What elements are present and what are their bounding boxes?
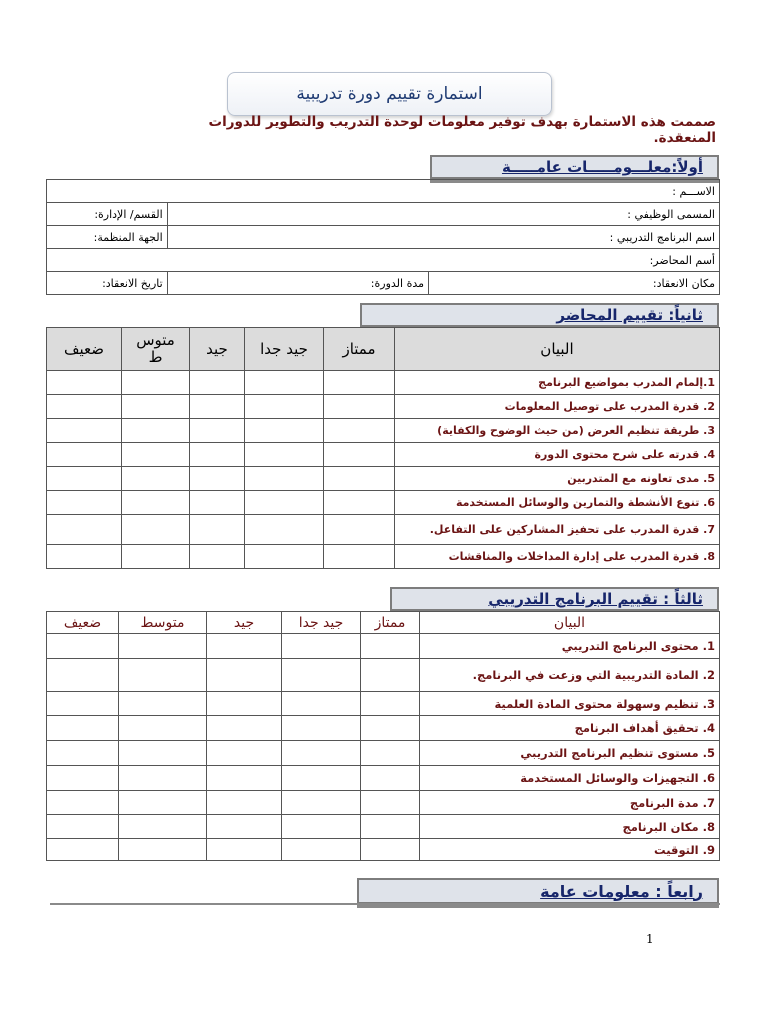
- rating-cell[interactable]: [207, 659, 282, 692]
- table-row: [47, 791, 720, 815]
- rating-cell[interactable]: [190, 515, 245, 545]
- rating-cell[interactable]: [122, 443, 190, 467]
- rating-cell[interactable]: [245, 371, 324, 395]
- rating-cell[interactable]: [324, 545, 395, 569]
- table-row: [47, 226, 720, 249]
- section-lecturer-eval-heading: ثانياً: تقييم المحاضر: [360, 303, 719, 327]
- table-header-row: [47, 612, 720, 634]
- rating-cell[interactable]: [361, 766, 420, 791]
- table-row: [47, 491, 720, 515]
- rating-cell[interactable]: [190, 443, 245, 467]
- rating-cell[interactable]: [361, 791, 420, 815]
- table-header-row: [47, 328, 720, 371]
- header-average: متوس ط: [122, 328, 190, 371]
- header-statement: البيان: [395, 328, 720, 371]
- rating-cell[interactable]: [47, 634, 119, 659]
- rating-cell[interactable]: [190, 467, 245, 491]
- rating-cell[interactable]: [47, 766, 119, 791]
- program-name-field[interactable]: اسم البرنامج التدريبي :: [167, 226, 719, 249]
- rating-cell[interactable]: [122, 419, 190, 443]
- rating-cell[interactable]: [324, 371, 395, 395]
- rating-cell[interactable]: [119, 634, 207, 659]
- rating-cell[interactable]: [119, 791, 207, 815]
- header-good: جيد: [207, 612, 282, 634]
- rating-cell[interactable]: [324, 515, 395, 545]
- rating-cell[interactable]: [190, 545, 245, 569]
- table-row: [47, 815, 720, 839]
- rating-cell[interactable]: [47, 515, 122, 545]
- table-row: [47, 515, 720, 545]
- header-statement: البيان: [420, 612, 720, 634]
- rating-cell[interactable]: [190, 491, 245, 515]
- rating-cell[interactable]: [119, 716, 207, 741]
- statement-cell: 4. قدرته على شرح محتوى الدورة: [395, 443, 720, 467]
- rating-cell[interactable]: [245, 515, 324, 545]
- rating-cell[interactable]: [361, 634, 420, 659]
- header-weak: ضعيف: [47, 612, 119, 634]
- organizer-field[interactable]: الجهة المنظمة:: [47, 226, 168, 249]
- rating-cell[interactable]: [361, 716, 420, 741]
- table-row: [47, 419, 720, 443]
- statement-cell: 5. مستوى تنظيم البرنامج التدريبي: [420, 741, 720, 766]
- rating-cell[interactable]: [282, 839, 361, 861]
- rating-cell[interactable]: [282, 659, 361, 692]
- name-field[interactable]: الاســـم :: [47, 180, 720, 203]
- header-average: متوسط: [119, 612, 207, 634]
- rating-cell[interactable]: [119, 839, 207, 861]
- rating-cell[interactable]: [47, 545, 122, 569]
- table-row: [47, 272, 720, 295]
- table-row: [47, 659, 720, 692]
- rating-cell[interactable]: [47, 741, 119, 766]
- statement-cell: 2. المادة التدريبية التي وزعت في البرنامج.: [420, 659, 720, 692]
- rating-cell[interactable]: [207, 766, 282, 791]
- program-eval-table: [46, 611, 720, 861]
- table-row: [47, 443, 720, 467]
- rating-cell[interactable]: [122, 371, 190, 395]
- rating-cell[interactable]: [47, 491, 122, 515]
- statement-cell: 1. محتوى البرنامج التدريبي: [420, 634, 720, 659]
- rating-cell[interactable]: [361, 659, 420, 692]
- header-excellent: ممتاز: [361, 612, 420, 634]
- rating-cell[interactable]: [245, 419, 324, 443]
- rating-cell[interactable]: [122, 395, 190, 419]
- rating-cell[interactable]: [324, 491, 395, 515]
- table-row: [47, 249, 720, 272]
- rating-cell[interactable]: [122, 545, 190, 569]
- rating-cell[interactable]: [47, 791, 119, 815]
- statement-cell: 9. التوقيت: [420, 839, 720, 861]
- rating-cell[interactable]: [207, 741, 282, 766]
- table-row: [47, 716, 720, 741]
- rating-cell[interactable]: [282, 716, 361, 741]
- venue-field[interactable]: مكان الانعقاد:: [429, 272, 720, 295]
- rating-cell[interactable]: [47, 659, 119, 692]
- statement-cell: 7. قدرة المدرب على تحفيز المشاركين على التفاعل.: [395, 515, 720, 545]
- rating-cell[interactable]: [119, 659, 207, 692]
- statement-cell: 6. التجهيزات والوسائل المستخدمة: [420, 766, 720, 791]
- table-row: [47, 371, 720, 395]
- rating-cell[interactable]: [282, 634, 361, 659]
- date-field[interactable]: تاريخ الانعقاد:: [47, 272, 168, 295]
- header-very-good: جيد جدا: [282, 612, 361, 634]
- job-title-field[interactable]: المسمى الوظيفي :: [167, 203, 719, 226]
- table-row: [47, 545, 720, 569]
- rating-cell[interactable]: [47, 395, 122, 419]
- statement-cell: 1.إلمام المدرب بمواضيع البرنامج: [395, 371, 720, 395]
- rating-cell[interactable]: [324, 443, 395, 467]
- statement-cell: 6. تنوع الأنشطة والتمارين والوسائل المستخدمة: [395, 491, 720, 515]
- divider: [50, 903, 720, 905]
- rating-cell[interactable]: [119, 741, 207, 766]
- rating-cell[interactable]: [207, 634, 282, 659]
- section-general-info-2-heading: رابعاً : معلومات عامة: [357, 878, 719, 904]
- table-row: [47, 467, 720, 491]
- rating-cell[interactable]: [190, 395, 245, 419]
- general-info-table: [46, 179, 720, 295]
- rating-cell[interactable]: [47, 716, 119, 741]
- rating-cell[interactable]: [282, 692, 361, 716]
- rating-cell[interactable]: [361, 741, 420, 766]
- rating-cell[interactable]: [324, 395, 395, 419]
- duration-field[interactable]: مدة الدورة:: [167, 272, 428, 295]
- rating-cell[interactable]: [190, 371, 245, 395]
- rating-cell[interactable]: [282, 741, 361, 766]
- rating-cell[interactable]: [282, 815, 361, 839]
- table-row: [47, 741, 720, 766]
- statement-cell: 4. تحقيق أهداف البرنامج: [420, 716, 720, 741]
- rating-cell[interactable]: [119, 815, 207, 839]
- form-intro: صممت هذه الاستمارة بهدف توفير معلومات لوحدة التدريب والتطوير للدورات المنعقدة.: [208, 114, 716, 146]
- rating-cell[interactable]: [47, 839, 119, 861]
- table-row: [47, 634, 720, 659]
- rating-cell[interactable]: [122, 515, 190, 545]
- rating-cell[interactable]: [361, 839, 420, 861]
- header-excellent: ممتاز: [324, 328, 395, 371]
- rating-cell[interactable]: [119, 766, 207, 791]
- rating-cell[interactable]: [47, 443, 122, 467]
- rating-cell[interactable]: [207, 692, 282, 716]
- rating-cell[interactable]: [245, 491, 324, 515]
- table-row: [47, 692, 720, 716]
- section-program-eval-heading: ثالثاً : تقييم البرنامج التدريبي: [390, 587, 719, 611]
- statement-cell: 8. مكان البرنامج: [420, 815, 720, 839]
- rating-cell[interactable]: [47, 467, 122, 491]
- rating-cell[interactable]: [190, 419, 245, 443]
- form-title: استمارة تقييم دورة تدريبية: [227, 72, 552, 116]
- header-weak: ضعيف: [47, 328, 122, 371]
- rating-cell[interactable]: [282, 791, 361, 815]
- rating-cell[interactable]: [207, 791, 282, 815]
- rating-cell[interactable]: [122, 491, 190, 515]
- rating-cell[interactable]: [324, 467, 395, 491]
- rating-cell[interactable]: [207, 839, 282, 861]
- rating-cell[interactable]: [47, 692, 119, 716]
- rating-cell[interactable]: [282, 766, 361, 791]
- statement-cell: 2. قدرة المدرب على توصيل المعلومات: [395, 395, 720, 419]
- header-good: جيد: [190, 328, 245, 371]
- rating-cell[interactable]: [119, 692, 207, 716]
- section-general-info-heading: أولاً:معلـــومـــــات عامـــــة: [430, 155, 719, 179]
- rating-cell[interactable]: [47, 371, 122, 395]
- rating-cell[interactable]: [361, 815, 420, 839]
- rating-cell[interactable]: [245, 395, 324, 419]
- table-row: [47, 180, 720, 203]
- statement-cell: 7. مدة البرنامج: [420, 791, 720, 815]
- rating-cell[interactable]: [245, 545, 324, 569]
- rating-cell[interactable]: [47, 815, 119, 839]
- rating-cell[interactable]: [245, 443, 324, 467]
- rating-cell[interactable]: [47, 419, 122, 443]
- rating-cell[interactable]: [122, 467, 190, 491]
- table-row: [47, 395, 720, 419]
- statement-cell: 5. مدى تعاونه مع المتدربين: [395, 467, 720, 491]
- page-number: 1: [646, 932, 654, 946]
- lecturer-field[interactable]: أسم المحاضر:: [47, 249, 720, 272]
- statement-cell: 8. قدرة المدرب على إدارة المداخلات والمناقشات: [395, 545, 720, 569]
- header-very-good: جيد جدا: [245, 328, 324, 371]
- rating-cell[interactable]: [245, 467, 324, 491]
- table-row: [47, 766, 720, 791]
- rating-cell[interactable]: [207, 716, 282, 741]
- table-row: [47, 203, 720, 226]
- rating-cell[interactable]: [207, 815, 282, 839]
- statement-cell: 3. طريقة تنظيم العرض (من حيث الوضوح والكفاية): [395, 419, 720, 443]
- department-field[interactable]: القسم/ الإدارة:: [47, 203, 168, 226]
- statement-cell: 3. تنظيم وسهولة محتوى المادة العلمية: [420, 692, 720, 716]
- lecturer-eval-table: [46, 327, 720, 569]
- table-row: [47, 839, 720, 861]
- rating-cell[interactable]: [361, 692, 420, 716]
- rating-cell[interactable]: [324, 419, 395, 443]
